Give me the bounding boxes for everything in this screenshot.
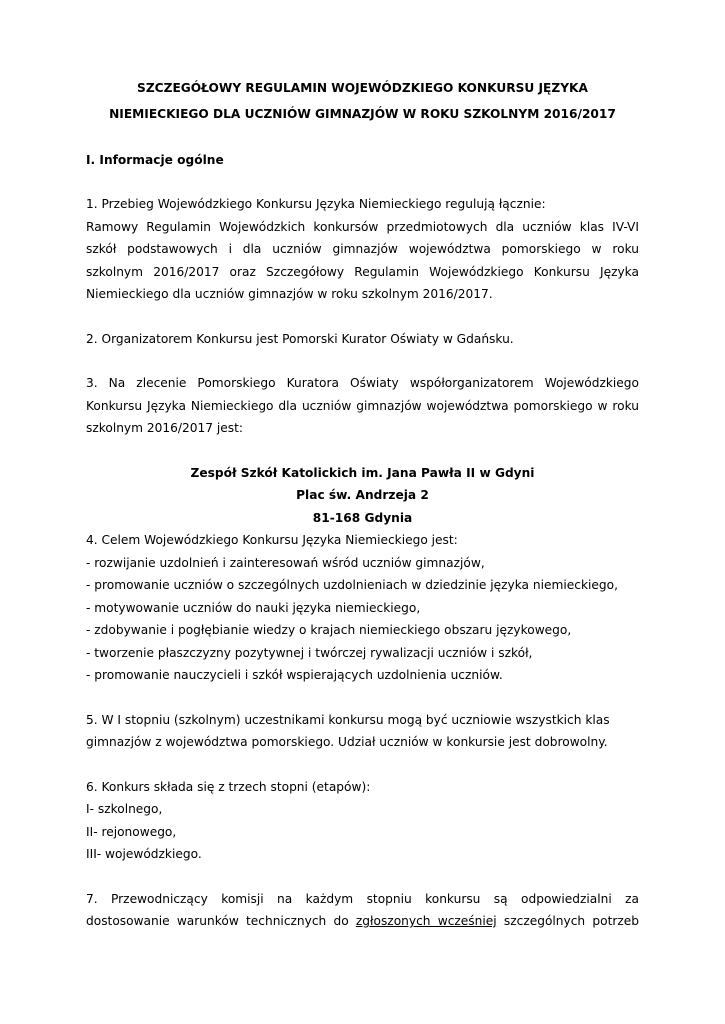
underlined-phrase: zgłoszonych wcześniej — [355, 914, 497, 928]
stage-item: II- rejonowego, — [86, 824, 177, 839]
paragraph-7-line-1: 7. Przewodniczący komisji na każdym stopniu konkursu są odpowiedzialni za — [86, 891, 639, 906]
paragraph-5-line-1: 5. W I stopniu (szkolnym) uczestnikami konkursu mogą być uczniowie wszystkich klas — [86, 712, 610, 727]
stage-item: I- szkolnego, — [86, 802, 163, 816]
paragraph-3-line-1: 3. Na zlecenie Pomorskiego Kuratora Oświaty współorganizatorem Wojewódzkiego — [86, 376, 639, 390]
paragraph-1-line-5: Niemieckiego dla uczniów gimnazjów w roku szkolnym 2016/2017. — [86, 287, 493, 301]
paragraph-5-line-2: gimnazjów z województwa pomorskiego. Udział uczniów w konkursie jest dobrowolny. — [86, 735, 608, 749]
school-city: 81-168 Gdynia — [312, 510, 413, 525]
paragraph-1-line-4: szkolnym 2016/2017 oraz Szczegółowy Regulamin Wojewódzkiego Konkursu Języka — [86, 264, 639, 279]
document-title-line-1: SZCZEGÓŁOWY REGULAMIN WOJEWÓDZKIEGO KONKURSU JĘZYKA — [137, 81, 588, 95]
paragraph-2-text: 2. Organizatorem Konkursu jest Pomorski Kurator Oświaty w Gdańsku. — [86, 331, 514, 346]
organizer-address — [86, 462, 639, 530]
goal-item: - tworzenie płaszczyzny pozytywnej i twórczej rywalizacji uczniów i szkół, — [86, 645, 533, 660]
paragraph-3-line-2: Konkursu Języka Niemieckiego dla uczniów gimnazjów województwa pomorskiego w roku — [86, 398, 639, 413]
stage-item: III- wojewódzkiego. — [86, 847, 202, 861]
paragraph-2 — [86, 328, 639, 351]
goal-item: - rozwijanie uzdolnień i zainteresowań wśród uczniów gimnazjów, — [86, 555, 485, 570]
document-page — [86, 75, 639, 933]
goal-item: - promowanie uczniów o szczególnych uzdolnieniach w dziedzinie języka niemieckiego, — [86, 578, 618, 592]
goal-item: - zdobywanie i pogłębianie wiedzy o krajach niemieckiego obszaru językowego, — [86, 623, 572, 637]
document-title-line-2: NIEMIECKIEGO DLA UCZNIÓW GIMNAZJÓW W ROKU SZKOLNYM 2016/2017 — [109, 107, 616, 121]
paragraph-6-intro: 6. Konkurs składa się z trzech stopni (etapów): — [86, 779, 371, 794]
section-heading: I. Informacje ogólne — [86, 153, 224, 167]
goal-item: - promowanie nauczycieli i szkół wspierających uzdolnienia uczniów. — [86, 668, 503, 682]
paragraph-1-line-2: Ramowy Regulamin Wojewódzkich konkursów przedmiotowych dla uczniów klas IV-VI — [86, 219, 639, 234]
paragraph-7-line-2 — [86, 910, 639, 933]
paragraph-3 — [86, 372, 639, 440]
paragraph-7-line-2-end: szczególnych potrzeb — [496, 914, 639, 928]
paragraph-7 — [86, 888, 639, 933]
paragraph-4 — [86, 529, 639, 687]
paragraph-3-line-3: szkolnym 2016/2017 jest: — [86, 421, 244, 435]
paragraph-1-line-3: szkół podstawowych i dla uczniów gimnazjów województwa pomorskiego w roku — [86, 242, 639, 256]
paragraph-5 — [86, 709, 639, 754]
school-name: Zespół Szkół Katolickich im. Jana Pawła II w Gdyni — [190, 465, 535, 480]
paragraph-6 — [86, 776, 639, 866]
school-street: Plac św. Andrzeja 2 — [296, 488, 429, 502]
paragraph-1-line-1: 1. Przebieg Wojewódzkiego Konkursu Języka Niemieckiego regulują łącznie: — [86, 197, 546, 211]
paragraph-7-line-2-start: dostosowanie warunków technicznych do — [86, 914, 356, 928]
paragraph-1 — [86, 193, 639, 306]
goal-item: - motywowanie uczniów do nauki języka niemieckiego, — [86, 600, 421, 615]
paragraph-4-intro: 4. Celem Wojewódzkiego Konkursu Języka Niemieckiego jest: — [86, 533, 458, 547]
